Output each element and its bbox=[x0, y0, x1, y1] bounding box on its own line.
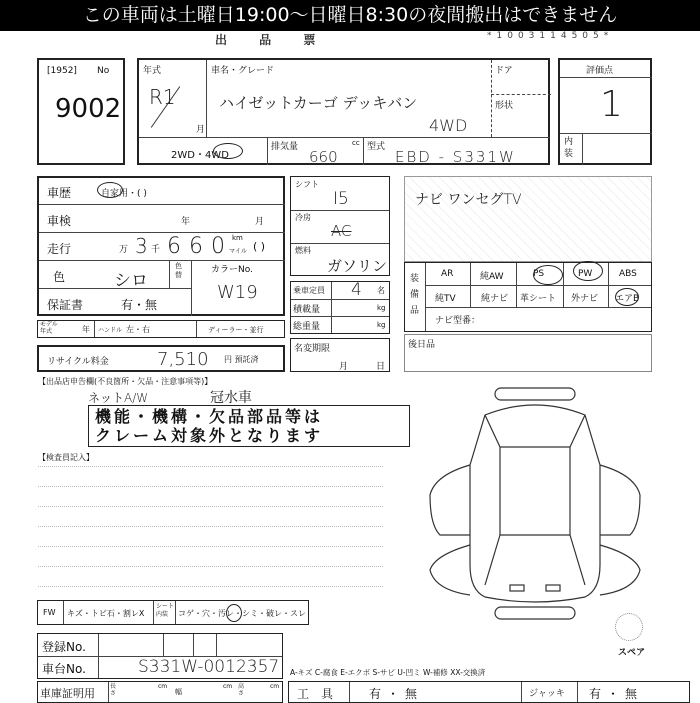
width-unit: cm bbox=[223, 683, 233, 690]
navi-model-label: ナビ型番： bbox=[435, 316, 481, 326]
declaration-label: 【出品店申告欄(不良箇所・欠品・注意事項等)】 bbox=[38, 377, 213, 386]
lot-no-label: No bbox=[97, 66, 110, 76]
inspection-month-unit: 月 bbox=[255, 217, 265, 227]
drive-type: 2WD・4WD bbox=[171, 150, 229, 161]
registration-box bbox=[37, 633, 283, 679]
score-label: 評価点 bbox=[586, 66, 614, 76]
claim-warning-line-1: 機能・機構・欠品部品等は bbox=[95, 407, 324, 426]
mileage-label: 走行 bbox=[47, 242, 72, 256]
ac-value: AC bbox=[331, 222, 352, 240]
weight-unit: kg bbox=[377, 321, 386, 329]
displacement-value: 660 bbox=[309, 148, 338, 166]
handle-label: ハンドル bbox=[98, 327, 123, 334]
score-value: 1 bbox=[600, 84, 623, 125]
equip-pw: PW bbox=[578, 269, 593, 279]
declaration-note-1: ネットA/W bbox=[88, 391, 149, 405]
damage-legend: A-キズ C-腐食 E-エクボ S-サビ U-凹ミ W-補修 XX-交換済 bbox=[290, 668, 486, 677]
equipment-side-label: 装備品 bbox=[410, 274, 420, 316]
seat-items: コゲ・穴・汚レ・シミ・破レ・スレ bbox=[178, 609, 306, 618]
claim-warning-line-2: クレーム対象外となります bbox=[95, 426, 324, 445]
car-diagram-icon bbox=[415, 385, 655, 625]
inspection-year-unit: 年 bbox=[181, 217, 191, 227]
displacement-unit: cc bbox=[352, 139, 360, 147]
barcode-number: *1003114505* bbox=[487, 31, 614, 41]
load-unit: kg bbox=[377, 304, 386, 312]
later-items-label: 後日品 bbox=[408, 340, 436, 350]
transfer-month: 月 bbox=[339, 362, 349, 372]
warning-banner: この車両は土曜日19:00～日曜日8:30の夜間搬出はできません bbox=[0, 0, 700, 31]
equip-leather: 革シート bbox=[520, 294, 557, 304]
history-value: 自家用・( ) bbox=[101, 189, 147, 199]
inspection-label: 車検 bbox=[47, 214, 72, 228]
recycle-unit: 円 預託済 bbox=[224, 355, 259, 364]
model-row bbox=[37, 320, 285, 338]
warranty-label: 保証書 bbox=[47, 298, 84, 312]
recycle-row bbox=[37, 345, 285, 372]
mileage-digit: 6 bbox=[167, 234, 181, 259]
shape-label: 形状 bbox=[495, 101, 514, 111]
recycle-label: リサイクル料金 bbox=[47, 357, 109, 367]
equip-ps: PS bbox=[533, 269, 545, 279]
equip-airbag: エアB bbox=[615, 294, 640, 304]
weight-label: 総重量 bbox=[293, 322, 321, 332]
capacity-box bbox=[290, 281, 390, 334]
fuel-value: ガソリン bbox=[327, 257, 388, 275]
color-value: シロ bbox=[114, 271, 148, 291]
lot-number: 9002 bbox=[55, 94, 122, 124]
inspector-label: 【検査員記入】 bbox=[38, 453, 94, 462]
lot-code: [1952] bbox=[47, 66, 77, 76]
warranty-value: 有・無 bbox=[121, 298, 158, 312]
year-label: 年式 bbox=[143, 66, 162, 76]
garage-label: 車庫証明用 bbox=[40, 687, 95, 700]
mileage-paren: ( ) bbox=[253, 240, 266, 253]
chassis-label: 車台No. bbox=[42, 662, 86, 676]
equip-abs: ABS bbox=[619, 269, 637, 279]
equip-ext-navi: 外ナビ bbox=[571, 294, 599, 304]
registration-label: 登録No. bbox=[42, 640, 86, 654]
color-change-label: 色替 bbox=[175, 262, 182, 279]
claim-warning-box bbox=[88, 405, 410, 447]
tools-label: 工具 bbox=[297, 687, 346, 701]
capacity-value: 4 bbox=[351, 280, 362, 300]
model-code: EBD - S331W bbox=[395, 148, 516, 166]
model-year-unit: 年 bbox=[82, 325, 90, 334]
equipment-grid bbox=[404, 262, 652, 332]
model-label: 型式 bbox=[367, 142, 386, 152]
color-no-value: W19 bbox=[217, 282, 258, 303]
load-label: 積載量 bbox=[293, 305, 321, 315]
equip-alloy-wheel: 純AW bbox=[480, 272, 504, 282]
equipment-note: ナビ ワンセグTV bbox=[415, 192, 522, 208]
fuel-label: 燃料 bbox=[295, 246, 311, 255]
door-label: ドア bbox=[495, 66, 513, 76]
chassis-number: S331W-0012357 bbox=[138, 657, 280, 677]
width-label: 幅 bbox=[175, 688, 182, 696]
transfer-box bbox=[290, 338, 390, 372]
later-items-box bbox=[404, 334, 652, 372]
jack-value: 有・無 bbox=[589, 687, 644, 701]
sheet-title: 出 品 票 bbox=[215, 33, 330, 47]
jack-label: ジャッキ bbox=[529, 689, 565, 699]
spare-tire-icon bbox=[615, 613, 643, 641]
height-label: 高さ bbox=[238, 683, 245, 697]
shift-label: シフト bbox=[295, 180, 319, 189]
equipment-note-area bbox=[404, 176, 652, 262]
vehicle-box bbox=[137, 58, 550, 165]
dealer-label: ディーラー・並行 bbox=[208, 326, 264, 334]
transfer-label: 名変期限 bbox=[294, 344, 331, 354]
length-unit: cm bbox=[158, 683, 168, 690]
capacity-unit: 名 bbox=[377, 286, 385, 295]
year-value: R1 bbox=[149, 85, 176, 109]
mileage-digit: 0 bbox=[211, 234, 225, 259]
history-label: 車歴 bbox=[47, 186, 72, 200]
capacity-label: 乗車定員 bbox=[293, 286, 325, 295]
fw-row bbox=[37, 600, 309, 625]
tools-value: 有・無 bbox=[369, 687, 424, 701]
mileage-thousands: 3 bbox=[135, 234, 148, 258]
fw-items: キズ・トビ石・割レX bbox=[67, 609, 145, 618]
score-box bbox=[558, 58, 652, 165]
vehicle-name-sub: 4WD bbox=[429, 116, 468, 135]
model-year-label: モデル年式 bbox=[40, 321, 58, 335]
handle-value: 左・右 bbox=[126, 325, 150, 334]
km-label: km bbox=[232, 234, 243, 242]
lot-box bbox=[37, 58, 125, 165]
recycle-value: 7,510 bbox=[157, 349, 209, 370]
color-label: 色 bbox=[53, 270, 66, 284]
length-label: 長さ bbox=[110, 683, 117, 697]
sen-unit: 千 bbox=[151, 245, 161, 255]
name-label: 車名・グレード bbox=[211, 66, 275, 76]
shift-value: I5 bbox=[333, 189, 349, 209]
month-label: 月 bbox=[196, 125, 206, 135]
mileage-digit: 6 bbox=[189, 234, 203, 259]
equip-navi: 純ナビ bbox=[481, 294, 509, 304]
spec-box bbox=[290, 176, 390, 276]
vehicle-name: ハイゼットカーゴ デッキバン bbox=[219, 94, 418, 112]
color-no-label: カラーNo. bbox=[211, 265, 253, 275]
ac-label: 冷房 bbox=[295, 213, 311, 222]
transfer-day: 日 bbox=[376, 362, 386, 372]
height-unit: cm bbox=[270, 683, 280, 690]
declaration-note-2: 冠水車 bbox=[210, 390, 252, 406]
equip-ar: AR bbox=[441, 269, 454, 279]
history-box bbox=[37, 176, 285, 316]
seat-label: シート内装 bbox=[156, 603, 175, 618]
interior-label: 内装 bbox=[564, 137, 574, 159]
fw-label: FW bbox=[43, 608, 56, 617]
equip-tv: 純TV bbox=[435, 294, 456, 304]
man-unit: 万 bbox=[119, 245, 129, 255]
spare-label: スペア bbox=[618, 648, 646, 658]
displacement-label: 排気量 bbox=[271, 142, 299, 152]
mile-label: マイル bbox=[229, 248, 247, 255]
